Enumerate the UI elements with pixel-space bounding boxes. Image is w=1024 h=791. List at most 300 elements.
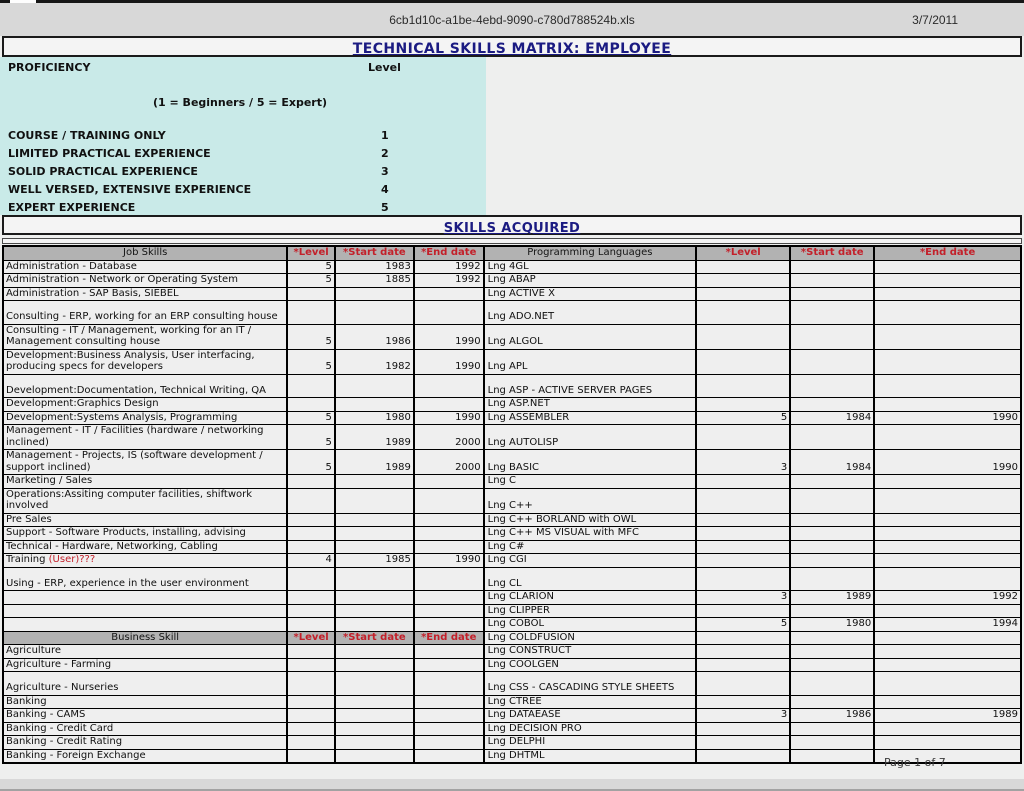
end-date-cell [414,488,484,513]
end-date-cell [874,695,1021,709]
level-cell [287,287,335,301]
start-date-cell [790,695,874,709]
column-header-cell: *End date [414,631,484,645]
level-cell: 3 [696,709,790,723]
language-cell: Lng DECISION PRO [484,722,697,736]
job-skill-cell: Operations:Assiting computer facilities, shiftwork involved [3,488,287,513]
level-cell [287,672,335,696]
start-date-cell [790,274,874,288]
language-cell: Lng COLDFUSION [484,631,697,645]
level-cell [696,631,790,645]
language-cell: Lng BASIC [484,450,697,475]
job-skill-cell: Agriculture - Nurseries [3,672,287,696]
start-date-cell: 1980 [790,618,874,632]
table-row [3,274,1021,288]
end-date-cell [874,274,1021,288]
end-date-cell [874,475,1021,489]
start-date-cell [790,425,874,450]
start-date-cell [335,618,414,632]
job-skill-cell: Administration - SAP Basis, SIEBEL [3,287,287,301]
end-date-cell: 1989 [874,709,1021,723]
end-date-cell [874,554,1021,568]
job-skill-cell: Consulting - IT / Management, working for an IT / Management consulting house [3,324,287,349]
level-cell [287,475,335,489]
end-date-cell: 1990 [414,554,484,568]
table-row [3,604,1021,618]
level-cell [287,398,335,412]
level-cell: 4 [287,554,335,568]
start-date-cell: 1984 [790,411,874,425]
level-cell [696,475,790,489]
language-cell: Lng C# [484,540,697,554]
end-date-cell [414,567,484,591]
level-cell [696,287,790,301]
column-header-cell: *Start date [335,246,414,260]
language-cell: Lng C++ MS VISUAL with MFC [484,527,697,541]
start-date-cell [335,287,414,301]
table-row [3,736,1021,750]
level-cell: 3 [696,591,790,605]
level-cell: 5 [287,425,335,450]
legend-item-level: 3 [381,165,389,178]
start-date-cell [335,540,414,554]
language-cell: Lng C++ BORLAND with OWL [484,513,697,527]
level-cell [287,658,335,672]
end-date-cell [414,749,484,763]
section-title: SKILLS ACQUIRED [443,221,581,236]
end-date-cell [874,527,1021,541]
column-header-cell: *Start date [335,631,414,645]
job-skill-cell: Pre Sales [3,513,287,527]
language-cell: Lng DATAEASE [484,709,697,723]
level-cell [287,722,335,736]
end-date-cell: 1990 [874,411,1021,425]
level-cell: 3 [696,450,790,475]
job-skill-cell: Agriculture [3,645,287,659]
job-skill-cell: Banking - Credit Rating [3,736,287,750]
table-row [3,411,1021,425]
start-date-cell [335,672,414,696]
language-cell: Lng COOLGEN [484,658,697,672]
end-date-cell: 1990 [414,411,484,425]
table-row [3,709,1021,723]
level-cell [287,618,335,632]
end-date-cell [874,658,1021,672]
end-date-cell [414,398,484,412]
end-date-cell [414,695,484,709]
level-cell [287,301,335,325]
start-date-cell [790,722,874,736]
level-cell [287,645,335,659]
table-row [3,260,1021,274]
table-row [3,527,1021,541]
legend-item-level: 2 [381,147,389,160]
level-cell [696,695,790,709]
language-cell: Lng CLIPPER [484,604,697,618]
start-date-cell [790,324,874,349]
end-date-cell [414,513,484,527]
level-cell [287,513,335,527]
start-date-cell [335,709,414,723]
start-date-cell [790,604,874,618]
language-cell: Lng ASP - ACTIVE SERVER PAGES [484,374,697,398]
start-date-cell: 1986 [335,324,414,349]
start-date-cell [790,567,874,591]
document-date: 3/7/2011 [912,13,958,27]
table-row [3,425,1021,450]
start-date-cell [335,513,414,527]
legend-item-level: 1 [381,129,389,142]
level-cell: 5 [287,349,335,374]
start-date-cell [790,540,874,554]
start-date-cell [335,722,414,736]
end-date-cell [874,374,1021,398]
legend-level-label: Level [368,61,401,74]
scan-edge-gap [10,0,36,3]
start-date-cell: 1989 [335,425,414,450]
start-date-cell [335,301,414,325]
end-date-cell [874,398,1021,412]
table-row [3,554,1021,568]
language-cell: Lng CLARION [484,591,697,605]
start-date-cell [790,527,874,541]
language-cell: Lng ABAP [484,274,697,288]
table-row [3,618,1021,632]
table-row [3,398,1021,412]
skills-table-wrap [2,245,1022,764]
end-date-cell [414,722,484,736]
level-cell [696,260,790,274]
job-skill-cell: Support - Software Products, installing, advising [3,527,287,541]
level-cell [696,374,790,398]
start-date-cell: 1885 [335,274,414,288]
legend-scale-note: (1 = Beginners / 5 = Expert) [153,96,328,109]
job-skill-cell: Development:Business Analysis, User interfacing, producing specs for developers [3,349,287,374]
start-date-cell [790,349,874,374]
end-date-cell [414,540,484,554]
level-cell [696,658,790,672]
end-date-cell [874,425,1021,450]
language-cell: Lng ASP.NET [484,398,697,412]
job-skill-cell [3,591,287,605]
table-row [3,349,1021,374]
table-header-row [3,246,1021,260]
end-date-cell [414,645,484,659]
job-skill-cell: Training (User)??? [3,554,287,568]
end-date-cell [414,604,484,618]
end-date-cell: 1992 [414,260,484,274]
column-header-cell: *Start date [790,246,874,260]
language-cell: Lng CGI [484,554,697,568]
start-date-cell [335,591,414,605]
table-row [3,475,1021,489]
legend-heading: PROFICIENCY [8,61,91,74]
end-date-cell [414,475,484,489]
end-date-cell [874,513,1021,527]
job-skill-cell: Development:Documentation, Technical Writing, QA [3,374,287,398]
column-header-cell: *End date [874,246,1021,260]
start-date-cell [335,374,414,398]
start-date-cell [790,287,874,301]
level-cell [696,604,790,618]
legend-item-label: WELL VERSED, EXTENSIVE EXPERIENCE [8,183,252,196]
table-row [3,658,1021,672]
start-date-cell [335,398,414,412]
level-cell [696,749,790,763]
legend-item-level: 4 [381,183,389,196]
table-row [3,540,1021,554]
end-date-cell [414,374,484,398]
end-date-cell [874,567,1021,591]
end-date-cell: 2000 [414,425,484,450]
red-note: (User)??? [45,554,96,565]
column-header-cell: *Level [287,246,335,260]
job-skill-cell: Banking - Foreign Exchange [3,749,287,763]
start-date-cell [335,475,414,489]
start-date-cell [790,554,874,568]
start-date-cell [335,749,414,763]
start-date-cell [335,567,414,591]
level-cell [287,567,335,591]
column-header-cell: Programming Languages [484,246,697,260]
level-cell [696,349,790,374]
end-date-cell [874,301,1021,325]
start-date-cell [790,513,874,527]
level-cell [696,540,790,554]
table-row [3,324,1021,349]
level-cell [696,513,790,527]
level-cell [696,645,790,659]
level-cell [696,301,790,325]
job-skill-cell: Administration - Database [3,260,287,274]
level-cell [287,527,335,541]
start-date-cell [790,672,874,696]
table-row [3,450,1021,475]
level-cell [696,527,790,541]
level-cell [287,695,335,709]
level-cell [287,749,335,763]
level-cell [696,554,790,568]
start-date-cell [790,301,874,325]
end-date-cell: 2000 [414,450,484,475]
document-title: TECHNICAL SKILLS MATRIX: EMPLOYEE [352,41,672,57]
column-header-cell: *End date [414,246,484,260]
level-cell [696,398,790,412]
level-cell: 5 [696,411,790,425]
language-cell: Lng CSS - CASCADING STYLE SHEETS [484,672,697,696]
end-date-cell [874,604,1021,618]
end-date-cell: 1994 [874,618,1021,632]
language-cell: Lng CONSTRUCT [484,645,697,659]
start-date-cell: 1985 [335,554,414,568]
level-cell [287,540,335,554]
legend-item-label: LIMITED PRACTICAL EXPERIENCE [8,147,211,160]
level-cell: 5 [287,274,335,288]
table-row [3,645,1021,659]
language-cell: Lng ASSEMBLER [484,411,697,425]
job-skill-cell: Technical - Hardware, Networking, Cabling [3,540,287,554]
job-skill-cell [3,604,287,618]
start-date-cell [335,645,414,659]
start-date-cell [790,645,874,659]
end-date-cell [874,672,1021,696]
level-cell: 5 [287,411,335,425]
document-filename: 6cb1d10c-a1be-4ebd-9090-c780d788524b.xls [389,13,635,27]
skills-acquired-bar [2,215,1022,235]
page-number: Page 1 of 7 [884,756,946,769]
level-cell [287,736,335,750]
level-cell [287,591,335,605]
start-date-cell: 1982 [335,349,414,374]
start-date-cell: 1980 [335,411,414,425]
end-date-cell [874,349,1021,374]
end-date-cell: 1990 [414,349,484,374]
level-cell [287,709,335,723]
end-date-cell [874,540,1021,554]
level-cell: 5 [287,450,335,475]
start-date-cell: 1983 [335,260,414,274]
job-skill-cell: Banking [3,695,287,709]
start-date-cell [335,527,414,541]
level-cell [696,567,790,591]
language-cell: Lng AUTOLISP [484,425,697,450]
scan-edge-top [0,0,1024,3]
start-date-cell [790,631,874,645]
language-cell: Lng DELPHI [484,736,697,750]
language-cell: Lng CTREE [484,695,697,709]
language-cell: Lng CL [484,567,697,591]
level-cell [696,425,790,450]
legend-item-label: SOLID PRACTICAL EXPERIENCE [8,165,198,178]
start-date-cell [335,604,414,618]
column-header-cell: Business Skill [3,631,287,645]
end-date-cell [414,591,484,605]
end-date-cell: 1992 [874,591,1021,605]
start-date-cell [790,658,874,672]
language-cell: Lng ALGOL [484,324,697,349]
level-cell [696,274,790,288]
level-cell [287,604,335,618]
job-skill-cell: Development:Systems Analysis, Programming [3,411,287,425]
table-row [3,749,1021,763]
proficiency-legend [0,57,486,215]
job-skill-cell: Banking - CAMS [3,709,287,723]
table-row [3,374,1021,398]
level-cell [287,374,335,398]
start-date-cell: 1986 [790,709,874,723]
skills-table [2,245,1022,764]
end-date-cell [414,287,484,301]
job-skill-cell: Development:Graphics Design [3,398,287,412]
level-cell: 5 [287,260,335,274]
end-date-cell [874,260,1021,274]
end-date-cell [874,488,1021,513]
start-date-cell: 1989 [335,450,414,475]
level-cell [696,722,790,736]
legend-item-label: COURSE / TRAINING ONLY [8,129,166,142]
job-skill-cell: Management - IT / Facilities (hardware / networking inclined) [3,425,287,450]
end-date-cell [414,736,484,750]
end-date-cell [874,645,1021,659]
end-date-cell [414,527,484,541]
job-skill-cell: Administration - Network or Operating System [3,274,287,288]
table-row [3,695,1021,709]
start-date-cell [335,488,414,513]
end-date-cell [874,631,1021,645]
start-date-cell [790,749,874,763]
job-skill-cell: Agriculture - Farming [3,658,287,672]
start-date-cell [335,736,414,750]
end-date-cell: 1992 [414,274,484,288]
end-date-cell [874,324,1021,349]
level-cell [696,672,790,696]
level-cell: 5 [287,324,335,349]
end-date-cell [874,736,1021,750]
language-cell: Lng ADO.NET [484,301,697,325]
start-date-cell [790,374,874,398]
language-cell: Lng C++ [484,488,697,513]
table-row [3,672,1021,696]
start-date-cell [790,398,874,412]
level-cell [287,488,335,513]
start-date-cell [790,475,874,489]
level-cell [696,488,790,513]
level-cell [696,324,790,349]
table-row [3,301,1021,325]
table-row [3,513,1021,527]
end-date-cell [414,672,484,696]
language-cell: Lng ACTIVE X [484,287,697,301]
end-date-cell [414,301,484,325]
start-date-cell [790,736,874,750]
table-header-row [3,631,1021,645]
end-date-cell: 1990 [414,324,484,349]
column-header-cell: *Level [287,631,335,645]
table-row [3,567,1021,591]
start-date-cell [790,260,874,274]
job-skill-cell: Using - ERP, experience in the user environment [3,567,287,591]
table-row [3,488,1021,513]
legend-item-level: 5 [381,201,389,214]
end-date-cell [414,618,484,632]
start-date-cell [335,658,414,672]
job-skill-cell: Consulting - ERP, working for an ERP consulting house [3,301,287,325]
document-title-bar [2,36,1022,57]
start-date-cell [335,695,414,709]
column-header-cell: *Level [696,246,790,260]
end-date-cell [414,658,484,672]
language-cell: Lng DHTML [484,749,697,763]
end-date-cell: 1990 [874,450,1021,475]
table-row [3,287,1021,301]
start-date-cell [790,488,874,513]
end-date-cell [874,722,1021,736]
table-row [3,722,1021,736]
start-date-cell: 1984 [790,450,874,475]
language-cell: Lng COBOL [484,618,697,632]
end-date-cell [874,287,1021,301]
language-cell: Lng C [484,475,697,489]
job-skill-cell: Marketing / Sales [3,475,287,489]
start-date-cell: 1989 [790,591,874,605]
job-skill-cell: Banking - Credit Card [3,722,287,736]
column-header-cell: Job Skills [3,246,287,260]
legend-item-label: EXPERT EXPERIENCE [8,201,136,214]
table-row [3,591,1021,605]
language-cell: Lng APL [484,349,697,374]
empty-spacer-row [2,238,1022,244]
level-cell: 5 [696,618,790,632]
